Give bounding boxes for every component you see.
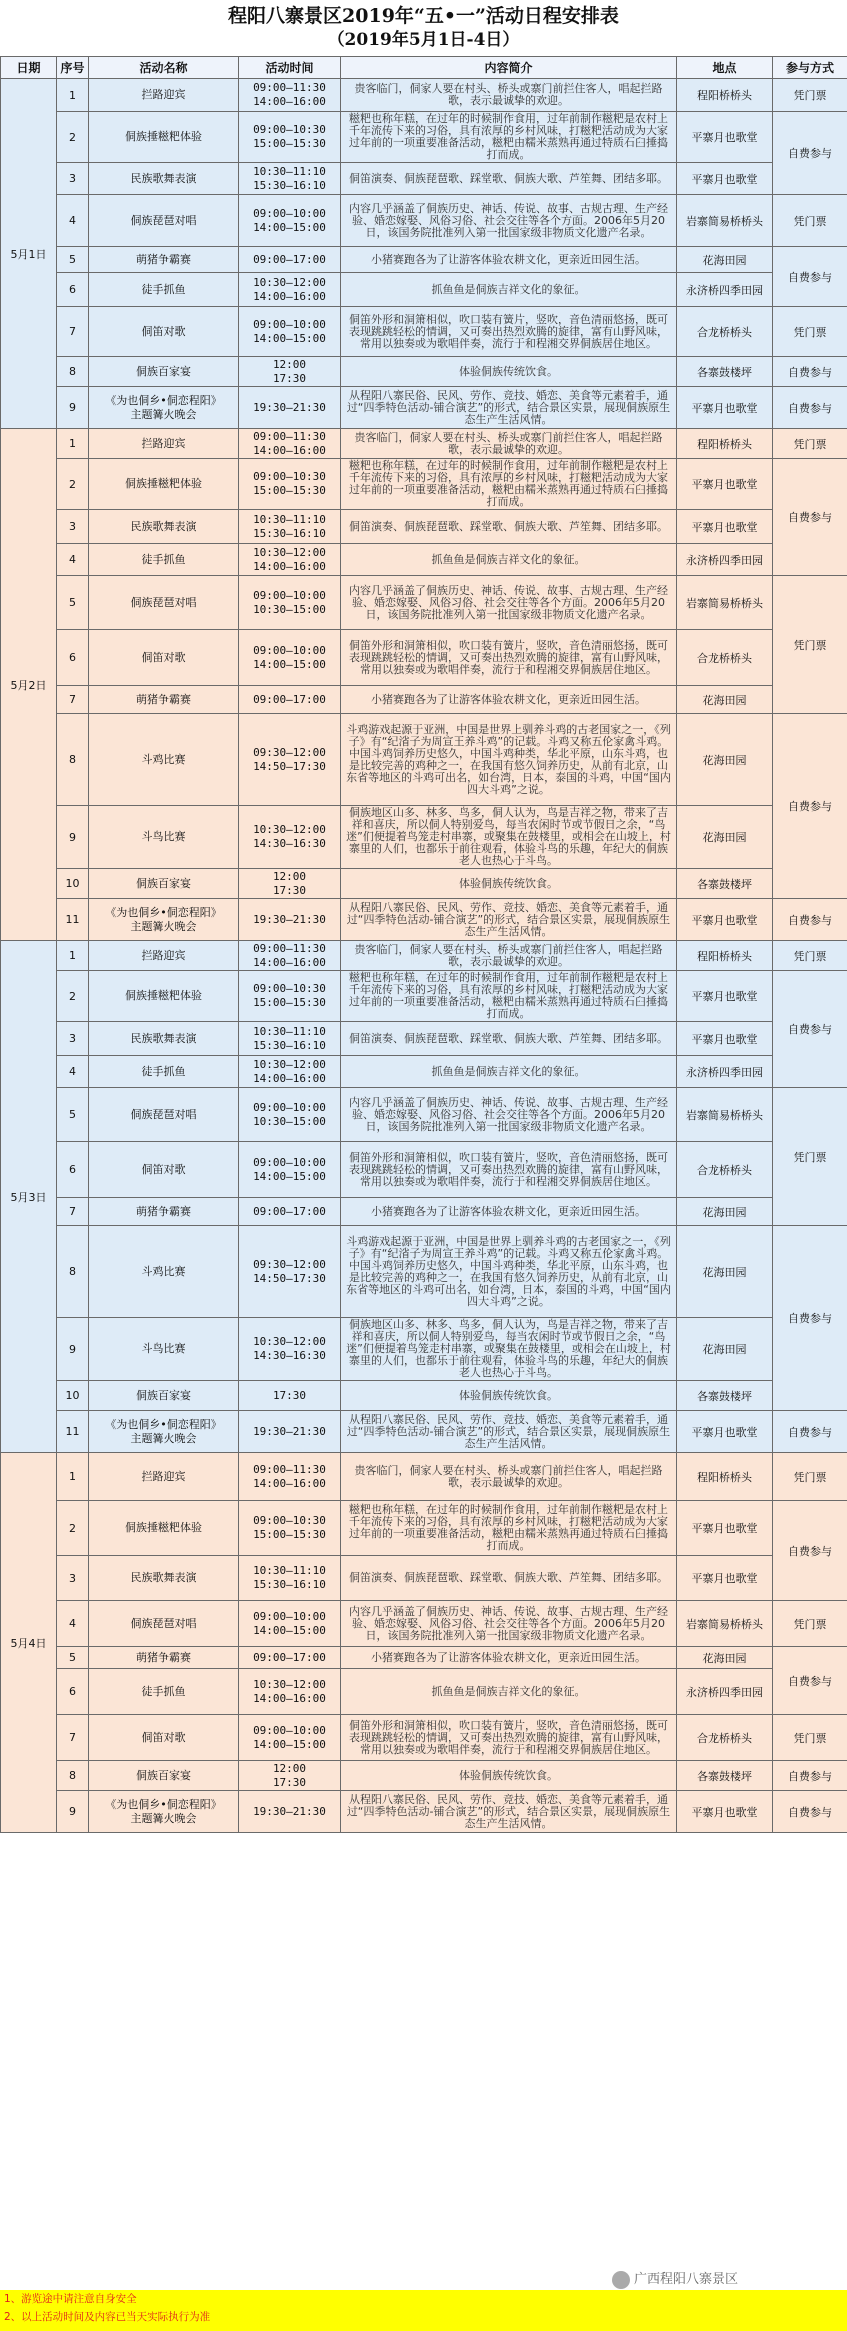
participation-cell: 凭门票 [773, 1601, 847, 1647]
table-row [1, 357, 847, 387]
table-row [1, 307, 847, 357]
location-cell: 平寨月也歌堂 [677, 510, 773, 544]
intro-cell: 小猪赛跑各为了让游客体验农耕文化，更亲近田园生活。 [341, 1647, 677, 1669]
activity-name-cell: 斗鸟比赛 [89, 806, 239, 869]
activity-name-cell: 侗笛对歌 [89, 1715, 239, 1761]
activity-name-cell: 拦路迎宾 [89, 1453, 239, 1501]
wechat-logo-icon [612, 2271, 630, 2289]
activity-name-cell: 民族歌舞表演 [89, 163, 239, 195]
location-cell: 花海田园 [677, 1318, 773, 1381]
intro-cell: 抓鱼鱼是侗族吉祥文化的象征。 [341, 544, 677, 576]
location-cell: 合龙桥桥头 [677, 307, 773, 357]
table-row [1, 195, 847, 247]
location-cell: 平寨月也歌堂 [677, 899, 773, 941]
table-row [1, 429, 847, 459]
table-row [1, 1791, 847, 1833]
intro-cell: 抓鱼鱼是侗族吉祥文化的象征。 [341, 1669, 677, 1715]
activity-name-cell: 侗族百家宴 [89, 357, 239, 387]
note-line: 2、以上活动时间及内容已当天实际执行为准 [4, 2311, 211, 2323]
location-cell: 平寨月也歌堂 [677, 1556, 773, 1601]
seq-cell: 2 [57, 112, 89, 163]
seq-cell: 11 [57, 899, 89, 941]
note-line: 1、游览途中请注意自身安全 [4, 2293, 137, 2305]
table-row [1, 1761, 847, 1791]
location-cell: 平寨月也歌堂 [677, 1791, 773, 1833]
participation-cell: 自费参与 [773, 971, 847, 1088]
activity-time-cell: 09:00—10:00 14:00—15:00 [239, 1601, 341, 1647]
seq-cell: 1 [57, 941, 89, 971]
seq-cell: 6 [57, 273, 89, 307]
activity-name-cell: 徒手抓鱼 [89, 544, 239, 576]
seq-cell: 8 [57, 1226, 89, 1318]
location-cell: 平寨月也歌堂 [677, 1411, 773, 1453]
intro-cell: 侗笛演奏、侗族琵琶歌、踩堂歌、侗族大歌、芦笙舞、团结多耶。 [341, 1022, 677, 1056]
seq-cell: 10 [57, 1381, 89, 1411]
header-seq: 序号 [57, 57, 89, 79]
activity-name-cell: 萌猪争霸赛 [89, 247, 239, 273]
activity-time-cell: 19:30—21:30 [239, 387, 341, 429]
seq-cell: 8 [57, 714, 89, 806]
location-cell: 合龙桥桥头 [677, 1142, 773, 1198]
participation-cell: 凭门票 [773, 1088, 847, 1226]
location-cell: 永济桥四季田园 [677, 1669, 773, 1715]
intro-cell: 贵客临门，侗家人要在村头、桥头或寨门前拦住客人，唱起拦路歌，表示最诚挚的欢迎。 [341, 79, 677, 112]
location-cell: 花海田园 [677, 1226, 773, 1318]
location-cell: 程阳桥桥头 [677, 429, 773, 459]
location-cell: 花海田园 [677, 714, 773, 806]
participation-cell: 自费参与 [773, 1791, 847, 1833]
intro-cell: 小猪赛跑各为了让游客体验农耕文化，更亲近田园生活。 [341, 1198, 677, 1226]
table-row [1, 163, 847, 195]
activity-name-cell: 民族歌舞表演 [89, 1022, 239, 1056]
activity-name-cell: 《为也侗乡•侗恋程阳》 主题篝火晚会 [89, 387, 239, 429]
activity-time-cell: 10:30—11:10 15:30—16:10 [239, 1556, 341, 1601]
intro-cell: 糍粑也称年糕，在过年的时候制作食用，过年前制作糍粑是农村上千年流传下来的习俗，具有浓厚的乡村风味，打糍粑活动成为大家过年前的一项重要准备活动，糍粑由糯米蒸熟再通过特质石臼捶捣打而成。 [341, 971, 677, 1022]
table-row [1, 247, 847, 273]
seq-cell: 8 [57, 1761, 89, 1791]
activity-name-cell: 侗族捶糍粑体验 [89, 112, 239, 163]
participation-cell: 凭门票 [773, 1453, 847, 1501]
activity-name-cell: 侗族琵琶对唱 [89, 195, 239, 247]
page-subtitle: （2019年5月1日-4日） [327, 30, 520, 50]
intro-cell: 内容几乎涵盖了侗族历史、神话、传说、故事、古规古理、生产经验、婚恋嫁娶、风俗习俗、社会交往等各个方面。2006年5月20日，该国务院批准列入第一批国家级非物质文化遗产名录。 [341, 1601, 677, 1647]
location-cell: 平寨月也歌堂 [677, 459, 773, 510]
activity-name-cell: 拦路迎宾 [89, 429, 239, 459]
table-row [1, 544, 847, 576]
seq-cell: 6 [57, 630, 89, 686]
participation-cell: 自费参与 [773, 1226, 847, 1411]
location-cell: 平寨月也歌堂 [677, 971, 773, 1022]
intro-cell: 抓鱼鱼是侗族吉祥文化的象征。 [341, 1056, 677, 1088]
activity-name-cell: 侗族捶糍粑体验 [89, 971, 239, 1022]
location-cell: 花海田园 [677, 1198, 773, 1226]
participation-cell: 凭门票 [773, 429, 847, 459]
activity-time-cell: 09:00—10:00 14:00—15:00 [239, 195, 341, 247]
schedule-table [0, 56, 847, 1833]
activity-name-cell: 侗族琵琶对唱 [89, 1088, 239, 1142]
seq-cell: 5 [57, 1647, 89, 1669]
participation-cell: 自费参与 [773, 1647, 847, 1715]
activity-time-cell: 17:30 [239, 1381, 341, 1411]
activity-name-cell: 斗鸡比赛 [89, 714, 239, 806]
intro-cell: 侗笛外形和洞箫相似，吹口装有簧片，竖吹，音色清丽悠扬，既可表现跳跳轻松的情调，又可奏出热烈欢腾的旋律，富有山野风味，常用以独奏或为歌唱伴奏，流行于和程湘交界侗族居住地区。 [341, 1142, 677, 1198]
activity-time-cell: 09:00—10:30 15:00—15:30 [239, 459, 341, 510]
location-cell: 永济桥四季田园 [677, 273, 773, 307]
activity-time-cell: 09:00—10:00 14:00—15:00 [239, 307, 341, 357]
table-row [1, 869, 847, 899]
intro-cell: 内容几乎涵盖了侗族历史、神话、传说、故事、古规古理、生产经验、婚恋嫁娶、风俗习俗、社会交往等各个方面。2006年5月20日，该国务院批准列入第一批国家级非物质文化遗产名录。 [341, 1088, 677, 1142]
intro-cell: 小猪赛跑各为了让游客体验农耕文化，更亲近田园生活。 [341, 686, 677, 714]
table-row [1, 576, 847, 630]
table-row [1, 459, 847, 510]
location-cell: 合龙桥桥头 [677, 1715, 773, 1761]
intro-cell: 小猪赛跑各为了让游客体验农耕文化，更亲近田园生活。 [341, 247, 677, 273]
table-row [1, 899, 847, 941]
activity-time-cell: 10:30—11:10 15:30—16:10 [239, 1022, 341, 1056]
page-title: 程阳八寨景区2019年“五•一”活动日程安排表 [228, 5, 619, 27]
intro-cell: 体验侗族传统饮食。 [341, 1761, 677, 1791]
table-row [1, 941, 847, 971]
date-cell: 5月4日 [1, 1453, 57, 1833]
seq-cell: 4 [57, 1601, 89, 1647]
activity-name-cell: 萌猪争霸赛 [89, 686, 239, 714]
seq-cell: 6 [57, 1669, 89, 1715]
activity-name-cell: 徒手抓鱼 [89, 1056, 239, 1088]
intro-cell: 侗笛演奏、侗族琵琶歌、踩堂歌、侗族大歌、芦笙舞、团结多耶。 [341, 163, 677, 195]
header-intro: 内容简介 [341, 57, 677, 79]
activity-name-cell: 侗笛对歌 [89, 630, 239, 686]
seq-cell: 1 [57, 429, 89, 459]
intro-cell: 贵客临门，侗家人要在村头、桥头或寨门前拦住客人，唱起拦路歌，表示最诚挚的欢迎。 [341, 941, 677, 971]
table-row [1, 79, 847, 112]
date-cell: 5月1日 [1, 79, 57, 429]
notes-bar [0, 2290, 847, 2331]
participation-cell: 自费参与 [773, 357, 847, 387]
participation-cell: 凭门票 [773, 195, 847, 247]
seq-cell: 2 [57, 971, 89, 1022]
seq-cell: 3 [57, 510, 89, 544]
watermark-text: 广西程阳八寨景区 [634, 2272, 739, 2287]
activity-time-cell: 09:00—10:30 15:00—15:30 [239, 971, 341, 1022]
location-cell: 平寨月也歌堂 [677, 112, 773, 163]
activity-time-cell: 19:30—21:30 [239, 1791, 341, 1833]
schedule-body [1, 79, 847, 1833]
activity-name-cell: 萌猪争霸赛 [89, 1198, 239, 1226]
intro-cell: 从程阳八寨民俗、民风、劳作、竞技、婚恋、美食等元素着手，通过“四季特色活动-铺合演艺”的形式，结合景区实景，展现侗族原生态生产生活风情。 [341, 1791, 677, 1833]
seq-cell: 6 [57, 1142, 89, 1198]
intro-cell: 从程阳八寨民俗、民风、劳作、竞技、婚恋、美食等元素着手，通过“四季特色活动-铺合演艺”的形式，结合景区实景，展现侗族原生态生产生活风情。 [341, 387, 677, 429]
table-row [1, 1198, 847, 1226]
intro-cell: 体验侗族传统饮食。 [341, 1381, 677, 1411]
location-cell: 花海田园 [677, 1647, 773, 1669]
date-cell: 5月3日 [1, 941, 57, 1453]
seq-cell: 1 [57, 1453, 89, 1501]
seq-cell: 5 [57, 1088, 89, 1142]
participation-cell: 自费参与 [773, 1761, 847, 1791]
participation-cell: 自费参与 [773, 1501, 847, 1601]
intro-cell: 斗鸡游戏起源于亚洲，中国是世界上驯养斗鸡的古老国家之一，《列子》有“纪渻子为周宣王养斗鸡”的记载。斗鸡又称五伦家禽斗鸡。中国斗鸡饲养历史悠久，中国斗鸡种类，华北平原，山东斗鸡，也是比较完善的鸡种之一，在我国有悠久饲养历史，从前有北京，山东省等地区的斗鸡可出名，如台湾，日本，泰国的斗鸡，中国“国内四大斗鸡”之说。 [341, 714, 677, 806]
table-row [1, 1056, 847, 1088]
participation-cell: 自费参与 [773, 1411, 847, 1453]
location-cell: 花海田园 [677, 686, 773, 714]
seq-cell: 9 [57, 1791, 89, 1833]
participation-cell: 凭门票 [773, 1715, 847, 1761]
intro-cell: 侗族地区山多、林多、鸟多，侗人认为，鸟是吉祥之物，带来了吉祥和喜庆，所以侗人特别爱鸟，每当农闲时节或节假日之余，“鸟迷”们便提着鸟笼走村串寨，或聚集在鼓楼里，或相会在山坡上，村寨里的人们，也都乐于前往观看，体验斗鸟的乐趣，年纪大的侗族老人也热心于斗鸟。 [341, 806, 677, 869]
activity-name-cell: 拦路迎宾 [89, 79, 239, 112]
activity-time-cell: 09:00—11:30 14:00—16:00 [239, 941, 341, 971]
activity-name-cell: 侗族百家宴 [89, 869, 239, 899]
participation-cell: 凭门票 [773, 576, 847, 714]
location-cell: 合龙桥桥头 [677, 630, 773, 686]
location-cell: 永济桥四季田园 [677, 544, 773, 576]
seq-cell: 7 [57, 1198, 89, 1226]
date-cell: 5月2日 [1, 429, 57, 941]
activity-name-cell: 徒手抓鱼 [89, 1669, 239, 1715]
seq-cell: 7 [57, 686, 89, 714]
table-row [1, 630, 847, 686]
seq-cell: 9 [57, 1318, 89, 1381]
intro-cell: 侗笛外形和洞箫相似，吹口装有簧片，竖吹，音色清丽悠扬，既可表现跳跳轻松的情调，又可奏出热烈欢腾的旋律，富有山野风味，常用以独奏或为歌唱伴奏，流行于和程湘交界侗族居住地区。 [341, 1715, 677, 1761]
table-row [1, 714, 847, 806]
location-cell: 各寨鼓楼坪 [677, 1381, 773, 1411]
intro-cell: 糍粑也称年糕，在过年的时候制作食用，过年前制作糍粑是农村上千年流传下来的习俗，具有浓厚的乡村风味，打糍粑活动成为大家过年前的一项重要准备活动，糍粑由糯米蒸熟再通过特质石臼捶捣打而成。 [341, 1501, 677, 1556]
table-row [1, 806, 847, 869]
seq-cell: 5 [57, 576, 89, 630]
header-activity: 活动名称 [89, 57, 239, 79]
table-row [1, 1318, 847, 1381]
table-row [1, 1381, 847, 1411]
watermark [612, 2268, 738, 2289]
activity-time-cell: 09:00—11:30 14:00—16:00 [239, 79, 341, 112]
participation-cell: 自费参与 [773, 714, 847, 899]
table-row [1, 1601, 847, 1647]
intro-cell: 抓鱼鱼是侗族吉祥文化的象征。 [341, 273, 677, 307]
location-cell: 平寨月也歌堂 [677, 1022, 773, 1056]
intro-cell: 从程阳八寨民俗、民风、劳作、竞技、婚恋、美食等元素着手，通过“四季特色活动-铺合演艺”的形式，结合景区实景，展现侗族原生态生产生活风情。 [341, 1411, 677, 1453]
table-row [1, 1453, 847, 1501]
seq-cell: 3 [57, 1556, 89, 1601]
activity-name-cell: 侗族百家宴 [89, 1381, 239, 1411]
intro-cell: 侗笛外形和洞箫相似，吹口装有簧片，竖吹，音色清丽悠扬，既可表现跳跳轻松的情调，又可奏出热烈欢腾的旋律，富有山野风味，常用以独奏或为歌唱伴奏，流行于和程湘交界侗族居住地区。 [341, 630, 677, 686]
activity-time-cell: 10:30—12:00 14:00—16:00 [239, 1669, 341, 1715]
intro-cell: 糍粑也称年糕，在过年的时候制作食用，过年前制作糍粑是农村上千年流传下来的习俗，具有浓厚的乡村风味，打糍粑活动成为大家过年前的一项重要准备活动，糍粑由糯米蒸熟再通过特质石臼捶捣打而成。 [341, 112, 677, 163]
table-row [1, 1088, 847, 1142]
activity-name-cell: 《为也侗乡•侗恋程阳》 主题篝火晚会 [89, 1791, 239, 1833]
activity-time-cell: 09:00—10:00 14:00—15:00 [239, 630, 341, 686]
table-row [1, 1715, 847, 1761]
seq-cell: 2 [57, 459, 89, 510]
seq-cell: 3 [57, 163, 89, 195]
activity-time-cell: 12:00 17:30 [239, 357, 341, 387]
table-row [1, 1142, 847, 1198]
location-cell: 各寨鼓楼坪 [677, 357, 773, 387]
page-title-block [0, 0, 847, 56]
table-row [1, 510, 847, 544]
participation-cell: 自费参与 [773, 459, 847, 576]
table-row [1, 1022, 847, 1056]
activity-time-cell: 09:00—11:30 14:00—16:00 [239, 1453, 341, 1501]
seq-cell: 5 [57, 247, 89, 273]
activity-time-cell: 09:00—10:00 14:00—15:00 [239, 1715, 341, 1761]
activity-name-cell: 民族歌舞表演 [89, 1556, 239, 1601]
seq-cell: 9 [57, 806, 89, 869]
table-row [1, 686, 847, 714]
participation-cell: 自费参与 [773, 247, 847, 307]
location-cell: 永济桥四季田园 [677, 1056, 773, 1088]
header-date: 日期 [1, 57, 57, 79]
activity-name-cell: 徒手抓鱼 [89, 273, 239, 307]
activity-name-cell: 《为也侗乡•侗恋程阳》 主题篝火晚会 [89, 899, 239, 941]
activity-name-cell: 拦路迎宾 [89, 941, 239, 971]
participation-cell: 凭门票 [773, 307, 847, 357]
location-cell: 平寨月也歌堂 [677, 387, 773, 429]
activity-time-cell: 12:00 17:30 [239, 1761, 341, 1791]
activity-time-cell: 09:30—12:00 14:50—17:30 [239, 1226, 341, 1318]
intro-cell: 侗笛外形和洞箫相似，吹口装有簧片，竖吹，音色清丽悠扬，既可表现跳跳轻松的情调，又可奏出热烈欢腾的旋律，富有山野风味，常用以独奏或为歌唱伴奏，流行于和程湘交界侗族居住地区。 [341, 307, 677, 357]
activity-time-cell: 09:00—17:00 [239, 1198, 341, 1226]
activity-time-cell: 09:00—17:00 [239, 1647, 341, 1669]
location-cell: 岩寨简易桥桥头 [677, 195, 773, 247]
location-cell: 花海田园 [677, 806, 773, 869]
header-row [1, 57, 847, 79]
activity-time-cell: 10:30—11:10 15:30—16:10 [239, 163, 341, 195]
table-row [1, 1669, 847, 1715]
location-cell: 程阳桥桥头 [677, 1453, 773, 1501]
activity-name-cell: 侗笛对歌 [89, 1142, 239, 1198]
location-cell: 花海田园 [677, 247, 773, 273]
activity-name-cell: 《为也侗乡•侗恋程阳》 主题篝火晚会 [89, 1411, 239, 1453]
location-cell: 平寨月也歌堂 [677, 163, 773, 195]
participation-cell: 自费参与 [773, 387, 847, 429]
seq-cell: 4 [57, 1056, 89, 1088]
activity-time-cell: 10:30—11:10 15:30—16:10 [239, 510, 341, 544]
activity-time-cell: 10:30—12:00 14:00—16:00 [239, 544, 341, 576]
activity-name-cell: 民族歌舞表演 [89, 510, 239, 544]
intro-cell: 内容几乎涵盖了侗族历史、神话、传说、故事、古规古理、生产经验、婚恋嫁娶、风俗习俗、社会交往等各个方面。2006年5月20日，该国务院批准列入第一批国家级非物质文化遗产名录。 [341, 195, 677, 247]
seq-cell: 3 [57, 1022, 89, 1056]
location-cell: 岩寨简易桥桥头 [677, 1601, 773, 1647]
activity-time-cell: 10:30—12:00 14:00—16:00 [239, 1056, 341, 1088]
seq-cell: 9 [57, 387, 89, 429]
table-row [1, 1647, 847, 1669]
activity-name-cell: 侗族百家宴 [89, 1761, 239, 1791]
participation-cell: 凭门票 [773, 941, 847, 971]
participation-cell: 凭门票 [773, 79, 847, 112]
intro-cell: 体验侗族传统饮食。 [341, 357, 677, 387]
activity-time-cell: 09:00—11:30 14:00—16:00 [239, 429, 341, 459]
activity-time-cell: 10:30—12:00 14:30—16:30 [239, 806, 341, 869]
activity-name-cell: 萌猪争霸赛 [89, 1647, 239, 1669]
activity-time-cell: 19:30—21:30 [239, 899, 341, 941]
seq-cell: 8 [57, 357, 89, 387]
table-row [1, 971, 847, 1022]
table-row [1, 112, 847, 163]
intro-cell: 侗笛演奏、侗族琵琶歌、踩堂歌、侗族大歌、芦笙舞、团结多耶。 [341, 1556, 677, 1601]
location-cell: 各寨鼓楼坪 [677, 869, 773, 899]
activity-time-cell: 09:30—12:00 14:50—17:30 [239, 714, 341, 806]
activity-name-cell: 侗族捶糍粑体验 [89, 1501, 239, 1556]
activity-name-cell: 侗族琵琶对唱 [89, 576, 239, 630]
activity-time-cell: 09:00—10:00 10:30—15:00 [239, 1088, 341, 1142]
location-cell: 平寨月也歌堂 [677, 1501, 773, 1556]
table-row [1, 1556, 847, 1601]
header-participation: 参与方式 [773, 57, 847, 79]
table-row [1, 273, 847, 307]
activity-name-cell: 斗鸡比赛 [89, 1226, 239, 1318]
seq-cell: 11 [57, 1411, 89, 1453]
activity-time-cell: 10:30—12:00 14:00—16:00 [239, 273, 341, 307]
intro-cell: 贵客临门，侗家人要在村头、桥头或寨门前拦住客人，唱起拦路歌，表示最诚挚的欢迎。 [341, 429, 677, 459]
location-cell: 岩寨简易桥桥头 [677, 576, 773, 630]
activity-time-cell: 09:00—10:00 14:00—15:00 [239, 1142, 341, 1198]
seq-cell: 7 [57, 1715, 89, 1761]
location-cell: 岩寨简易桥桥头 [677, 1088, 773, 1142]
activity-name-cell: 斗鸟比赛 [89, 1318, 239, 1381]
activity-time-cell: 09:00—10:00 10:30—15:00 [239, 576, 341, 630]
intro-cell: 体验侗族传统饮食。 [341, 869, 677, 899]
table-row [1, 1226, 847, 1318]
table-row [1, 387, 847, 429]
seq-cell: 1 [57, 79, 89, 112]
activity-name-cell: 侗族琵琶对唱 [89, 1601, 239, 1647]
seq-cell: 4 [57, 544, 89, 576]
intro-cell: 从程阳八寨民俗、民风、劳作、竞技、婚恋、美食等元素着手，通过“四季特色活动-铺合演艺”的形式，结合景区实景，展现侗族原生态生产生活风情。 [341, 899, 677, 941]
header-time: 活动时间 [239, 57, 341, 79]
activity-time-cell: 09:00—10:30 15:00—15:30 [239, 1501, 341, 1556]
activity-time-cell: 09:00—17:00 [239, 247, 341, 273]
participation-cell: 自费参与 [773, 899, 847, 941]
activity-time-cell: 09:00—17:00 [239, 686, 341, 714]
intro-cell: 糍粑也称年糕，在过年的时候制作食用，过年前制作糍粑是农村上千年流传下来的习俗，具有浓厚的乡村风味，打糍粑活动成为大家过年前的一项重要准备活动，糍粑由糯米蒸熟再通过特质石臼捶捣打而成。 [341, 459, 677, 510]
seq-cell: 2 [57, 1501, 89, 1556]
intro-cell: 侗笛演奏、侗族琵琶歌、踩堂歌、侗族大歌、芦笙舞、团结多耶。 [341, 510, 677, 544]
activity-time-cell: 19:30—21:30 [239, 1411, 341, 1453]
table-row [1, 1501, 847, 1556]
activity-name-cell: 侗笛对歌 [89, 307, 239, 357]
table-row [1, 1411, 847, 1453]
location-cell: 程阳桥桥头 [677, 941, 773, 971]
intro-cell: 内容几乎涵盖了侗族历史、神话、传说、故事、古规古理、生产经验、婚恋嫁娶、风俗习俗、社会交往等各个方面。2006年5月20日，该国务院批准列入第一批国家级非物质文化遗产名录。 [341, 576, 677, 630]
participation-cell: 自费参与 [773, 112, 847, 195]
intro-cell: 斗鸡游戏起源于亚洲，中国是世界上驯养斗鸡的古老国家之一，《列子》有“纪渻子为周宣王养斗鸡”的记载。斗鸡又称五伦家禽斗鸡。中国斗鸡饲养历史悠久，中国斗鸡种类，华北平原，山东斗鸡，也是比较完善的鸡种之一，在我国有悠久饲养历史，从前有北京，山东省等地区的斗鸡可出名，如台湾，日本，泰国的斗鸡，中国“国内四大斗鸡”之说。 [341, 1226, 677, 1318]
location-cell: 程阳桥桥头 [677, 79, 773, 112]
seq-cell: 10 [57, 869, 89, 899]
activity-time-cell: 10:30—12:00 14:30—16:30 [239, 1318, 341, 1381]
seq-cell: 4 [57, 195, 89, 247]
header-location: 地点 [677, 57, 773, 79]
intro-cell: 贵客临门，侗家人要在村头、桥头或寨门前拦住客人，唱起拦路歌，表示最诚挚的欢迎。 [341, 1453, 677, 1501]
activity-time-cell: 09:00—10:30 15:00—15:30 [239, 112, 341, 163]
location-cell: 各寨鼓楼坪 [677, 1761, 773, 1791]
intro-cell: 侗族地区山多、林多、鸟多，侗人认为，鸟是吉祥之物，带来了吉祥和喜庆，所以侗人特别爱鸟，每当农闲时节或节假日之余，“鸟迷”们便提着鸟笼走村串寨，或聚集在鼓楼里，或相会在山坡上，村寨里的人们，也都乐于前往观看，体验斗鸟的乐趣，年纪大的侗族老人也热心于斗鸟。 [341, 1318, 677, 1381]
seq-cell: 7 [57, 307, 89, 357]
activity-name-cell: 侗族捶糍粑体验 [89, 459, 239, 510]
activity-time-cell: 12:00 17:30 [239, 869, 341, 899]
